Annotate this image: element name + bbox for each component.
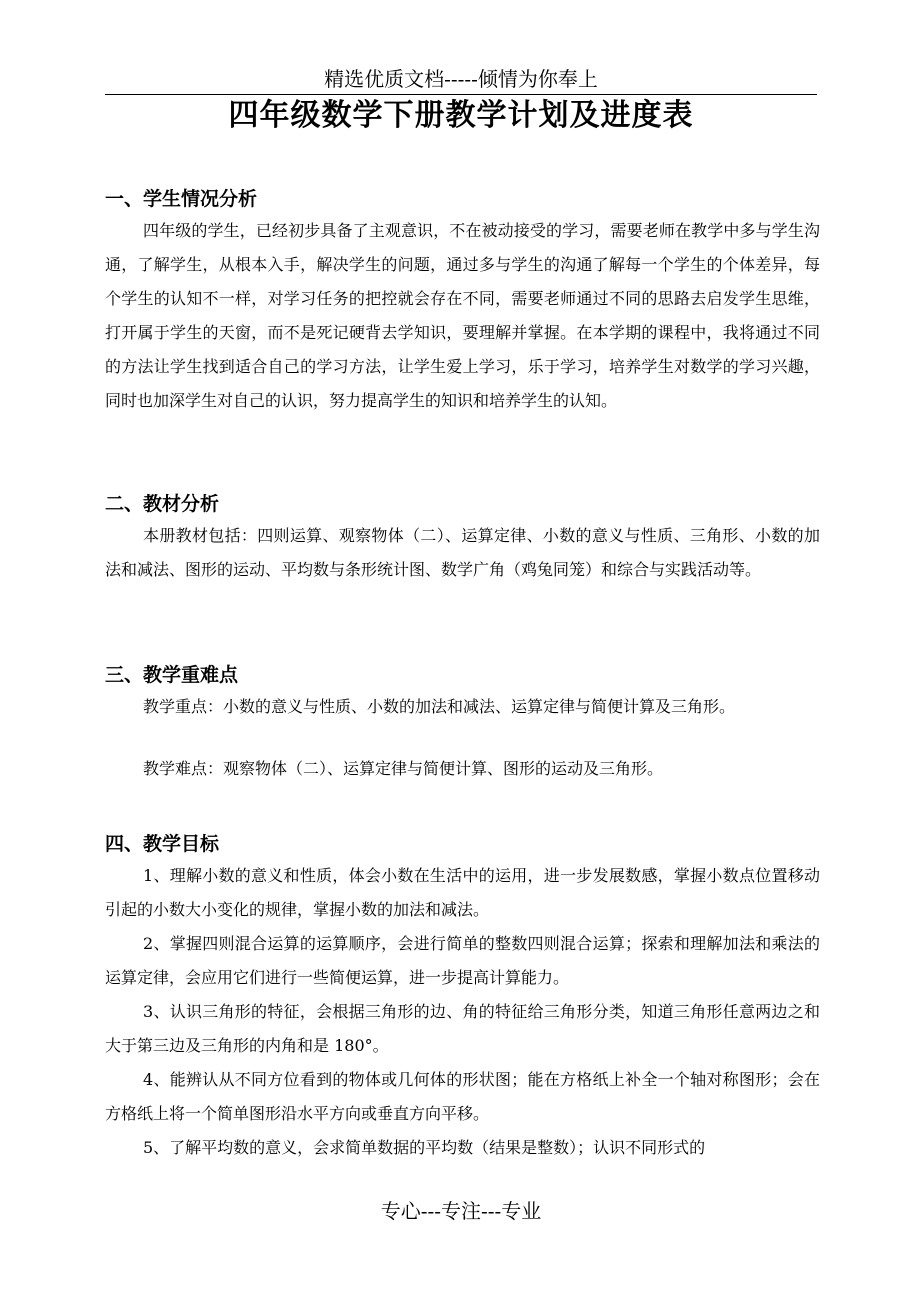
section-textbook-analysis	[105, 489, 820, 587]
document-title: 四年级数学下册教学计划及进度表	[228, 98, 694, 133]
paragraph: 四年级的学生，已经初步具备了主观意识，不在被动接受的学习，需要老师在教学中多与学生沟通，了解学生，从根本入手，解决学生的问题，通过多与学生的沟通了解每一个学生的个体差异，每个学生的认知不一样，对学习任务的把控就会存在不同，需要老师通过不同的思路去启发学生思维，打开属于学生的天窗，而不是死记硬背去学知识，要理解并掌握。在本学期的课程中，我将通过不同的方法让学生找到适合自己的学习方法，让学生爱上学习，乐于学习，培养学生对数学的学习兴趣，同时也加深学生对自己的认识，努力提高学生的知识和培养学生的认知。	[105, 221, 820, 410]
objective-item: 5、了解平均数的意义，会求简单数据的平均数（结果是整数）；认识不同形式的	[143, 1138, 706, 1157]
page-header: 精选优质文档-----倾情为你奉上	[324, 67, 598, 91]
page-footer: 专心---专注---专业	[380, 1199, 542, 1223]
objective-item: 1、理解小数的意义和性质，体会小数在生活中的运用，进一步发展数感，掌握小数点位置移动引起的小数大小变化的规律，掌握小数的加法和减法。	[105, 866, 820, 919]
section-heading: 四、教学目标	[105, 833, 220, 855]
section-heading: 一、学生情况分析	[105, 188, 258, 210]
objective-item: 3、认识三角形的特征，会根据三角形的边、角的特征给三角形分类，知道三角形任意两边之和大于第三边及三角形的内角和是 180°。	[105, 1002, 820, 1055]
header-divider	[105, 94, 817, 95]
objective-item: 2、掌握四则混合运算的运算顺序，会进行简单的整数四则混合运算；探索和理解加法和乘法的运算定律，会应用它们进行一些简便运算，进一步提高计算能力。	[105, 934, 820, 987]
section-student-analysis	[105, 184, 820, 418]
objective-item: 4、能辨认从不同方位看到的物体或几何体的形状图；能在方格纸上补全一个轴对称图形；会在方格纸上将一个简单图形沿水平方向或垂直方向平移。	[105, 1070, 820, 1123]
teaching-focus: 教学重点：小数的意义与性质、小数的加法和减法、运算定律与简便计算及三角形。	[143, 697, 736, 716]
section-teaching-objectives	[105, 829, 820, 1165]
teaching-difficulty: 教学难点：观察物体（二）、运算定律与简便计算、图形的运动及三角形。	[143, 759, 664, 778]
section-key-difficult-points	[105, 660, 820, 786]
section-heading: 二、教材分析	[105, 493, 220, 515]
paragraph: 本册教材包括：四则运算、观察物体（二）、运算定律、小数的意义与性质、三角形、小数的加法和减法、图形的运动、平均数与条形统计图、数学广角（鸡兔同笼）和综合与实践活动等。	[105, 526, 820, 579]
section-heading: 三、教学重难点	[105, 664, 239, 686]
